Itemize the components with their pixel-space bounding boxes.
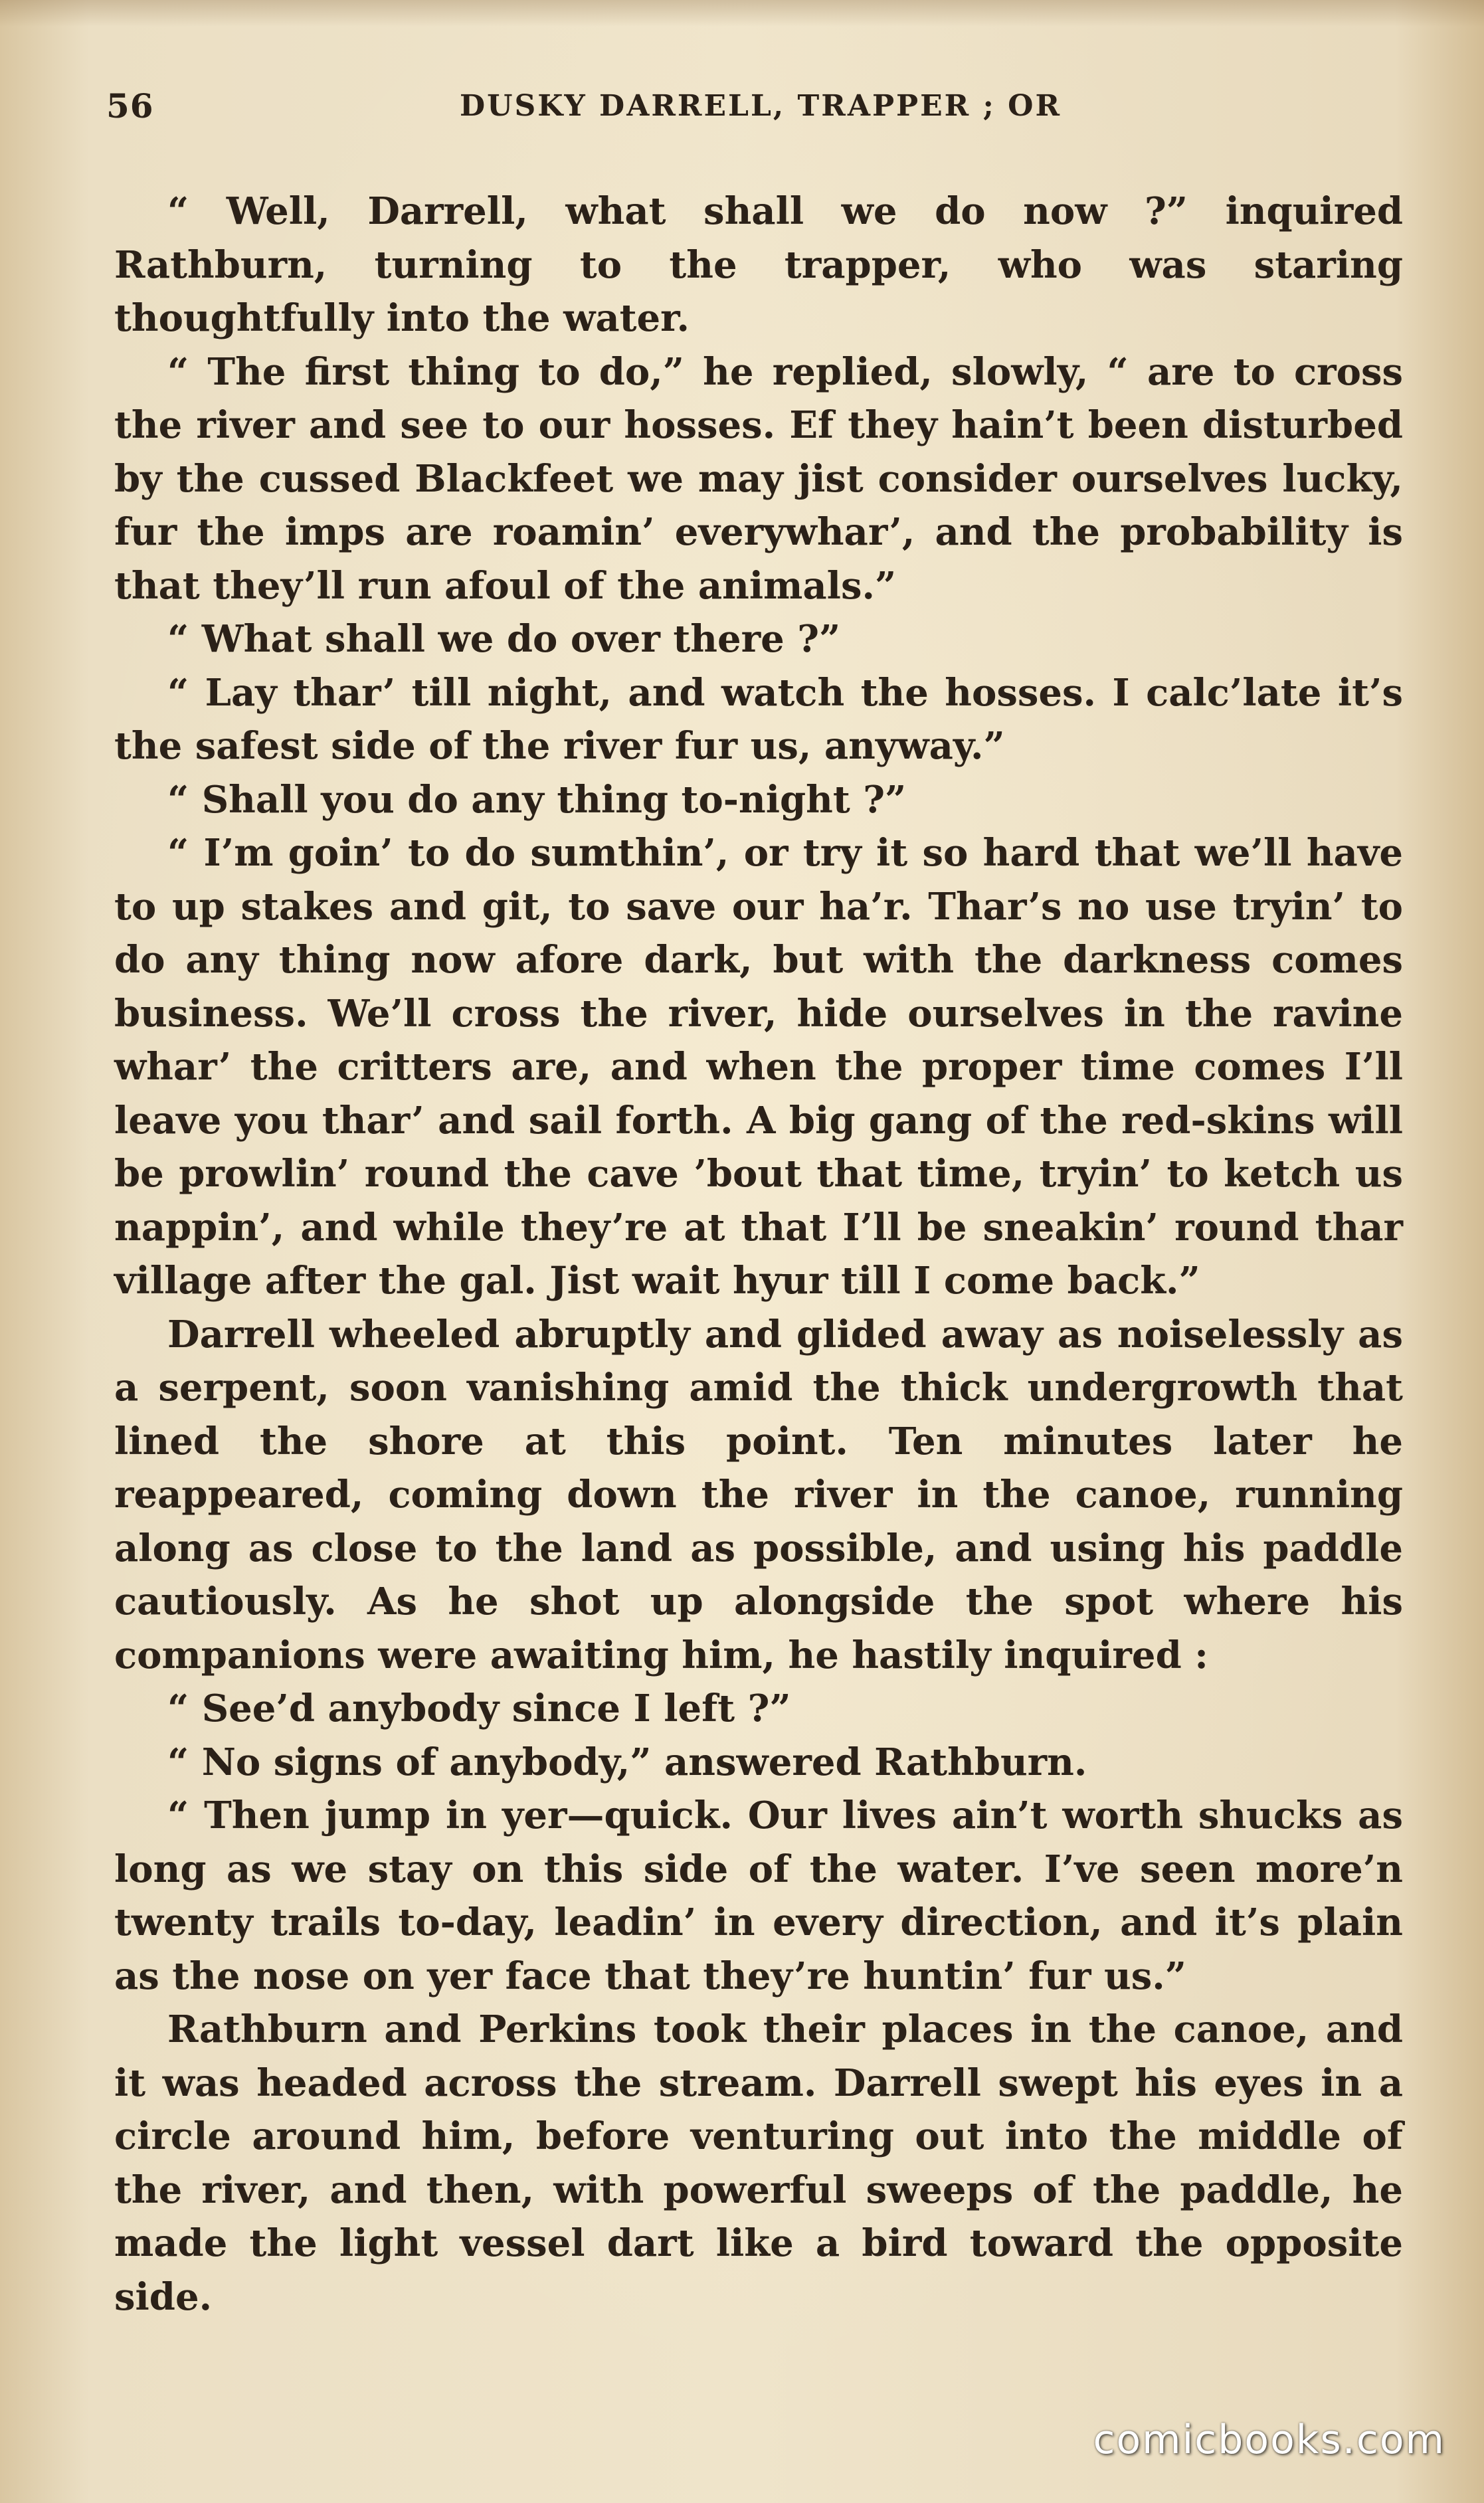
paragraph: “ No signs of anybody,” answered Rathburn. — [167, 1740, 1087, 1784]
scan-shadow — [0, 0, 1484, 27]
paragraph: “ See’d anybody since I left ?” — [167, 1687, 791, 1730]
paragraph: Darrell wheeled abruptly and glided away as noiselessly as a serpent, soon vanishing amid the thick undergrowth that lined the shore at this point. Ten minutes later he reappeared, coming down the river in the canoe, running along as close to the land as possible, and using his paddle cautiously. As he shot up alongside the spot where his companions were awaiting him, he hastily inquired : — [114, 1312, 1403, 1677]
paragraph: Rathburn and Perkins took their places in the canoe, and it was headed across the stream. Darrell swept his eyes in a circle around him, before venturing out into the middle of the river, and then, with powerful sweeps of the paddle, he made the light vessel dart like a bird toward the opposite side. — [114, 2007, 1403, 2319]
paragraph: “ What shall we do over there ?” — [167, 617, 841, 661]
running-head — [106, 86, 1415, 139]
paragraph: “ Shall you do any thing to-night ?” — [167, 777, 907, 822]
watermark: comicbooks.com — [1093, 2417, 1445, 2463]
paragraph: “ I’m goin’ to do sumthin’, or try it so hard that we’ll have to up stakes and git, to save our ha’r. Thar’s no use tryin’ to do any thing now afore dark, but with the darkness comes business. We’ll cross the river, hide ourselves in the ravine whar’ the critters are, and when the proper time comes I’ll leave you thar’ and sail forth. A big gang of the red-skins will be prowlin’ round the cave ’bout that time, tryin’ to ketch us nappin’, and while they’re at that I’ll be sneakin’ round thar village after the gal. Jist wait hyur till I come back.” — [114, 831, 1403, 1303]
running-title: DUSKY DARRELL, TRAPPER ; OR — [459, 89, 1062, 123]
paragraph: “ Then jump in yer—quick. Our lives ain’t worth shucks as long as we stay on this side of the water. I’ve seen more’n twenty trails to-day, leadin’ in every direction, and it’s plain as the nose on yer face that they’re huntin’ fur us.” — [114, 1794, 1403, 1998]
paragraph: “ Well, Darrell, what shall we do now ?” inquired Rathburn, turning to the trapper, who was staring thoughtfully into the water. — [114, 189, 1403, 340]
paragraph: “ The first thing to do,” he replied, slowly, “ are to cross the river and see to our hosses. Ef they hain’t been disturbed by the cussed Blackfeet we may jist consider ourselves lucky, fur the imps are roamin’ everywhar’, and the probability is that they’ll run afoul of the animals.” — [114, 349, 1403, 608]
page-number: 56 — [106, 86, 154, 126]
body-text — [114, 185, 1403, 2324]
paragraph: “ Lay thar’ till night, and watch the hosses. I calc’late it’s the safest side of the river fur us, anyway.” — [114, 670, 1403, 768]
